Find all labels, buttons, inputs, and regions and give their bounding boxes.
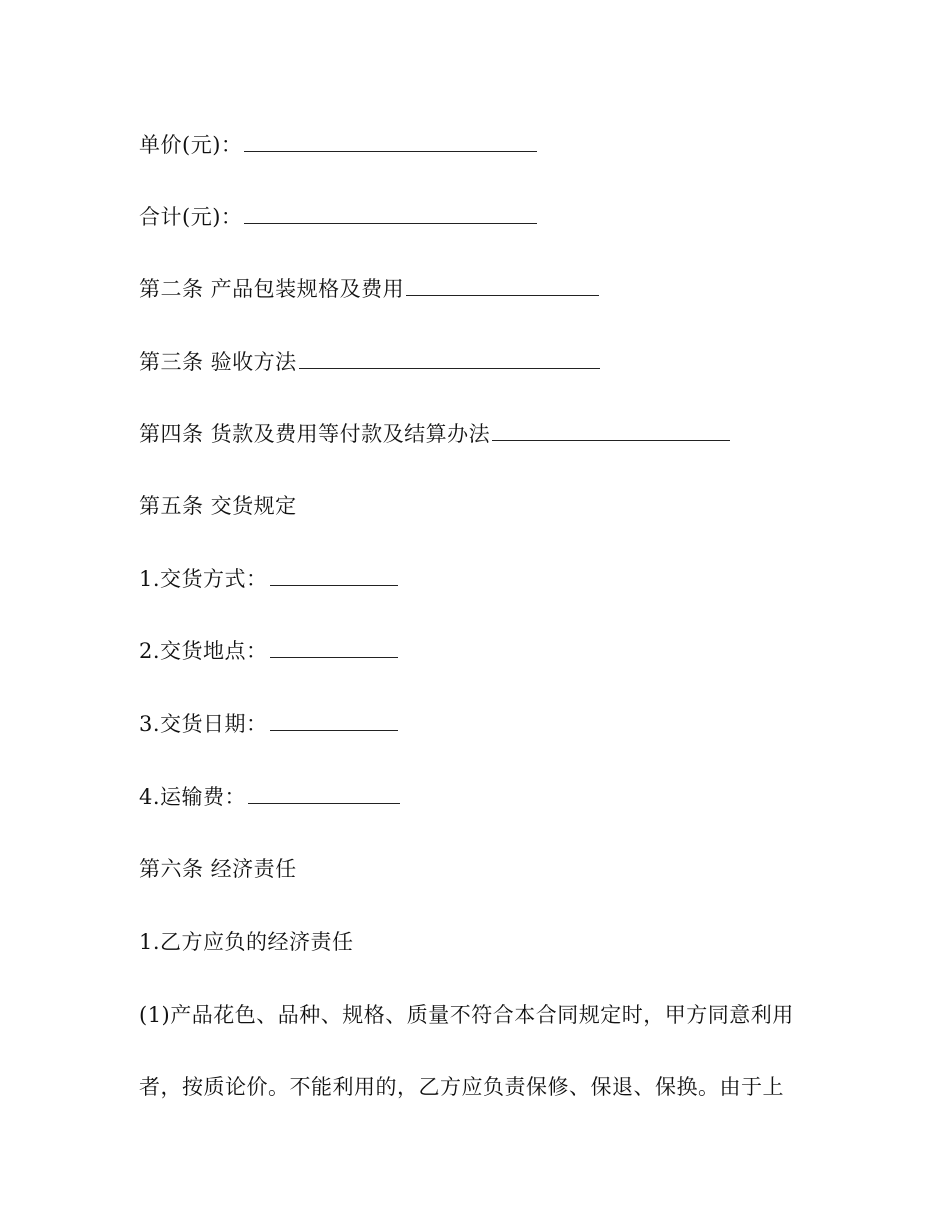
delivery-method-blank (270, 565, 398, 586)
unit-price-blank (244, 131, 537, 152)
transport-fee-blank (248, 783, 400, 804)
article-6-text: 第六条 经济责任 (139, 857, 297, 881)
article-4-line (139, 420, 730, 448)
transport-fee-line (139, 783, 400, 811)
article-6-heading (139, 855, 297, 883)
article-3-text: 第三条 验收方法 (139, 350, 297, 374)
party-b-liability-heading (139, 928, 354, 956)
article-2-blank (406, 275, 599, 296)
delivery-date-blank (270, 710, 398, 731)
delivery-place-label: 2.交货地点： (139, 639, 268, 663)
article-2-text: 第二条 产品包装规格及费用 (139, 277, 405, 301)
article-3-blank (299, 348, 600, 369)
delivery-date-line (139, 710, 398, 738)
article-5-heading (139, 492, 297, 520)
clause-1-line-2 (139, 1073, 784, 1101)
clause-1-line-1 (139, 1001, 794, 1029)
delivery-date-label: 3.交货日期： (139, 712, 268, 736)
article-4-blank (492, 420, 730, 441)
article-2-line (139, 275, 599, 303)
total-blank (244, 203, 537, 224)
article-3-line (139, 348, 600, 376)
clause-1-text-2: 者，按质论价。不能利用的，乙方应负责保修、保退、保换。由于上 (139, 1075, 784, 1099)
total-label: 合计(元)： (139, 205, 243, 229)
delivery-place-blank (270, 637, 398, 658)
article-4-text: 第四条 货款及费用等付款及结算办法 (139, 422, 491, 446)
transport-fee-label: 4.运输费： (139, 785, 247, 809)
party-b-liability-text: 1.乙方应负的经济责任 (139, 930, 354, 954)
unit-price-line (139, 131, 537, 159)
unit-price-label: 单价(元)： (139, 133, 243, 157)
delivery-method-label: 1.交货方式： (139, 567, 268, 591)
delivery-place-line (139, 637, 398, 665)
clause-1-text-1: (1)产品花色、品种、规格、质量不符合本合同规定时，甲方同意利用 (139, 1003, 794, 1027)
delivery-method-line (139, 565, 398, 593)
total-line (139, 203, 537, 231)
article-5-text: 第五条 交货规定 (139, 494, 297, 518)
